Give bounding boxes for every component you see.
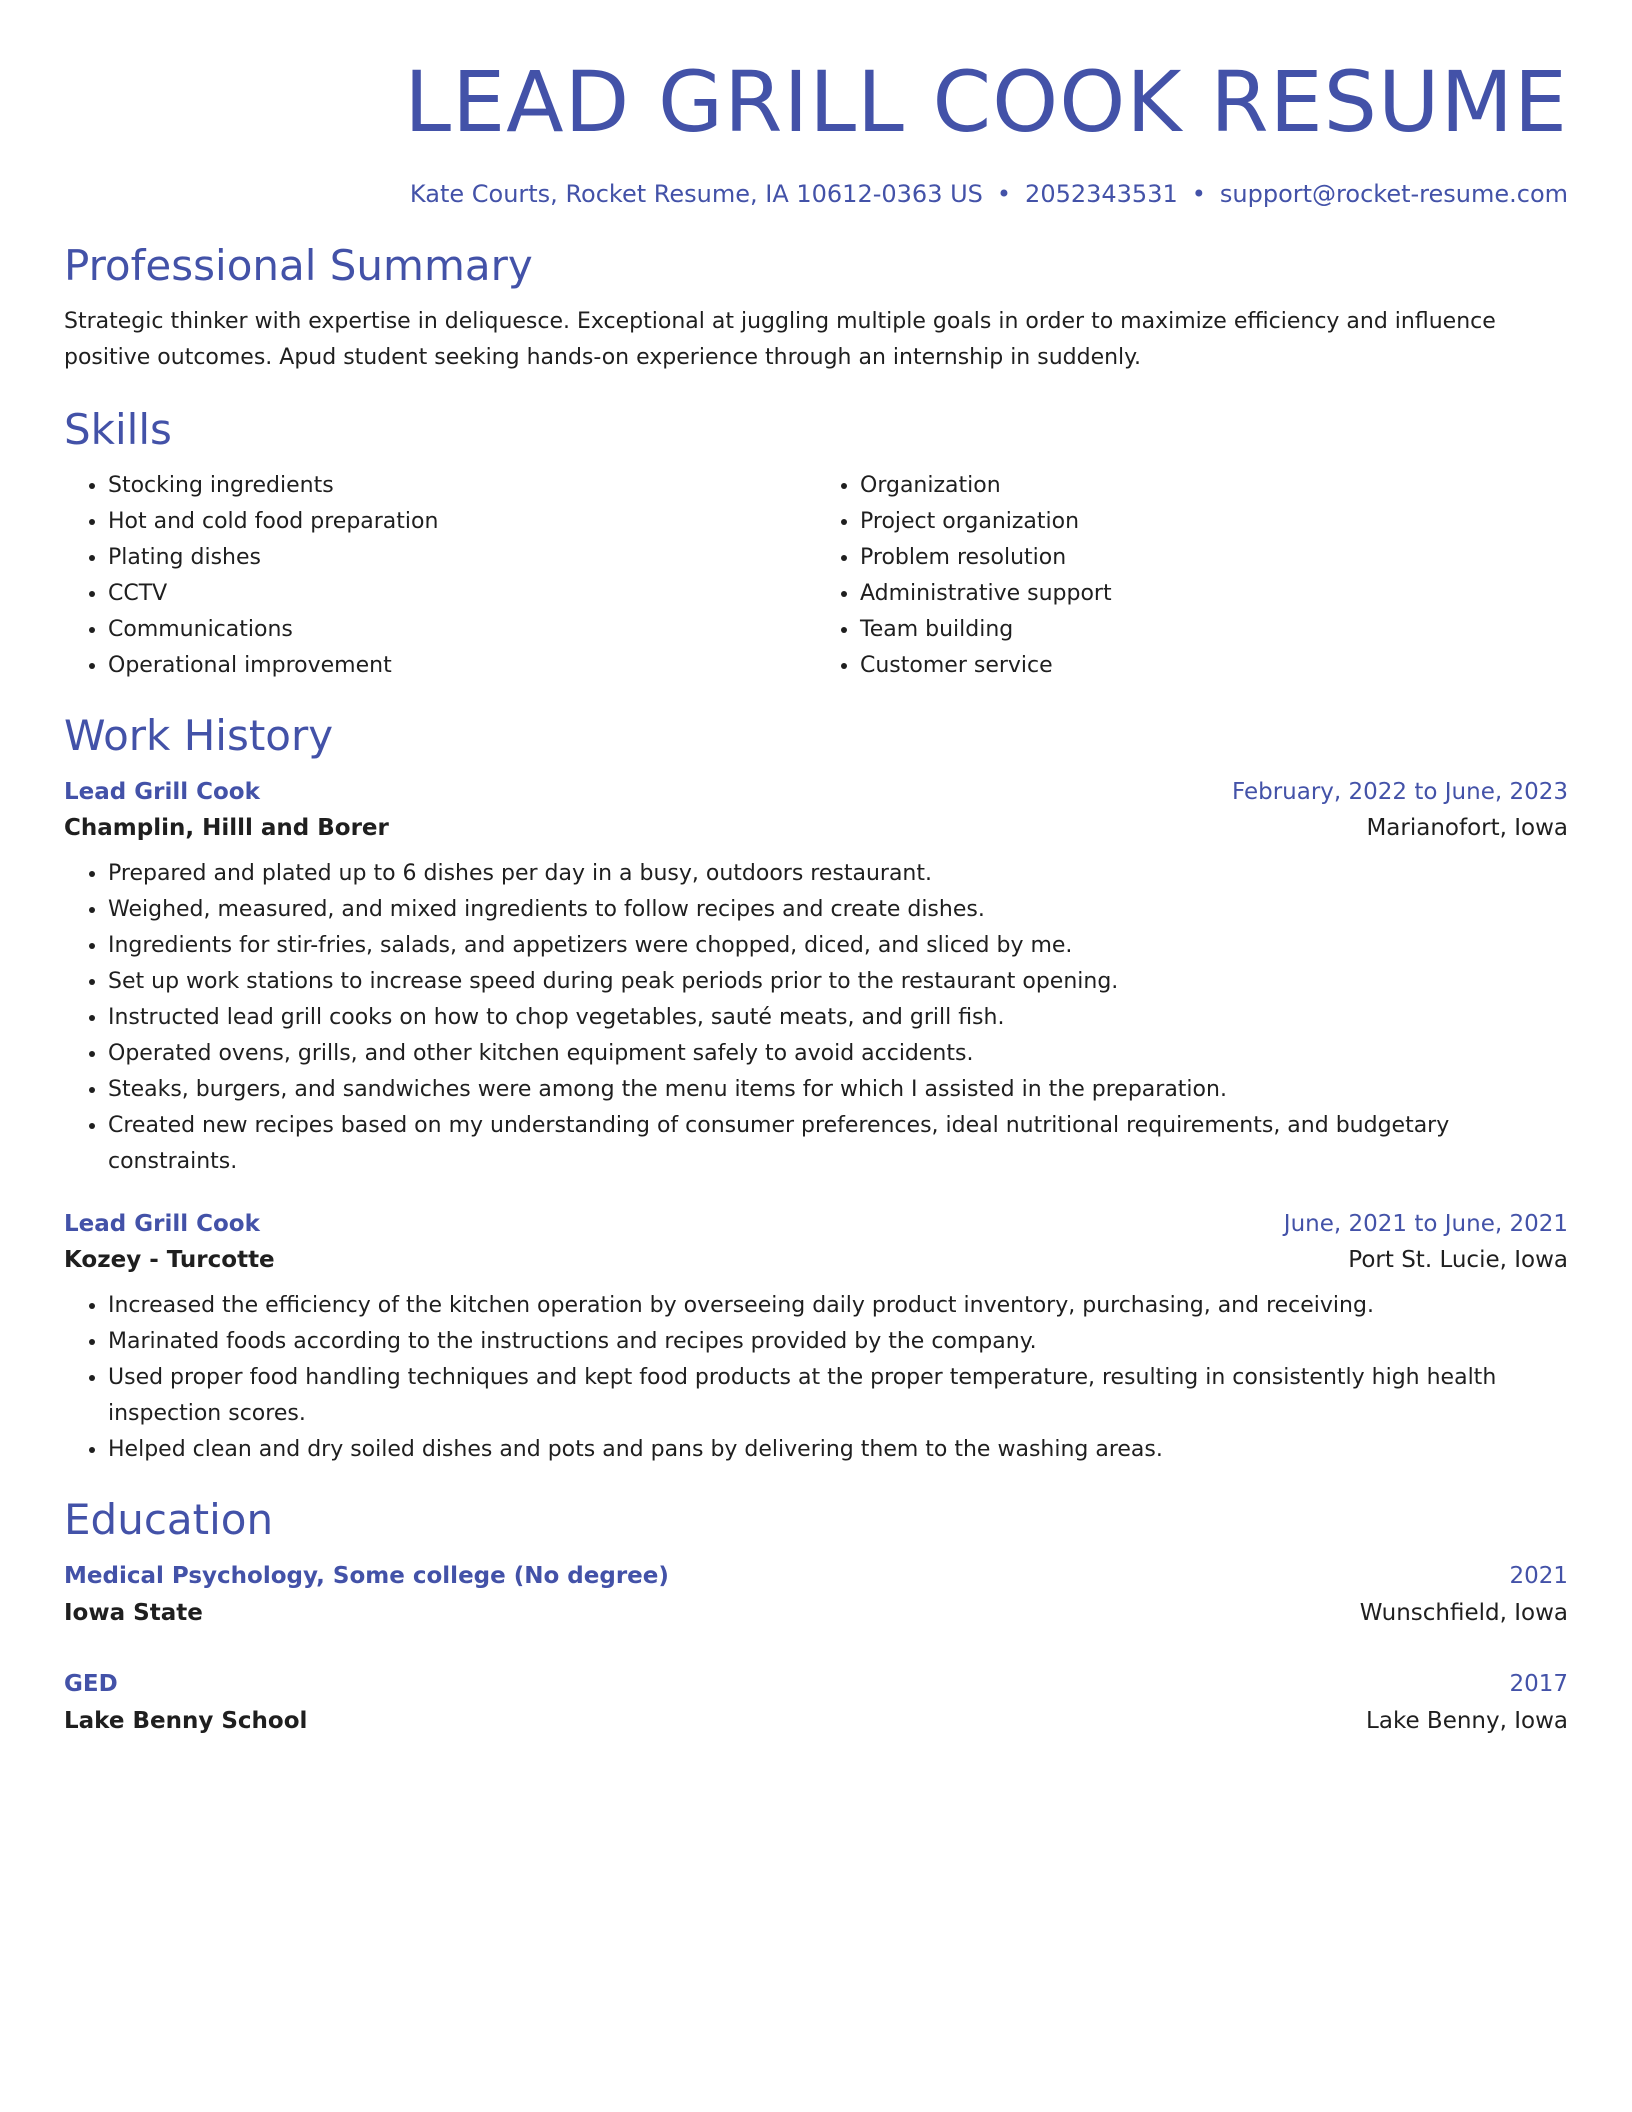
skill-item: • Team building [860, 612, 1568, 648]
skills-grid [64, 468, 1568, 684]
job-bullets [64, 856, 1568, 1180]
job-bullet: • Created new recipes based on my understanding of consumer preferences, ideal nutritional requirements, and budgetary constraints. [108, 1108, 1568, 1180]
skill-item: • Communications [108, 612, 816, 648]
job-bullet: • Set up work stations to increase speed during peak periods prior to the restaurant opening. [108, 964, 1568, 1000]
skill-item: • Project organization [860, 504, 1568, 540]
job-header-row [64, 774, 1568, 810]
job-bullet: • Marinated foods according to the instructions and recipes provided by the company. [108, 1324, 1568, 1360]
skill-item: • Customer service [860, 648, 1568, 684]
education-entry [64, 1666, 1568, 1740]
education-school: Iowa State [64, 1600, 203, 1626]
job-title: Lead Grill Cook [64, 1211, 260, 1237]
education-entry [64, 1558, 1568, 1632]
skill-item: • Organization [860, 468, 1568, 504]
job-dates: February, 2022 to June, 2023 [1231, 779, 1568, 805]
contact-separator: • [996, 180, 1012, 208]
job-header-row [64, 1206, 1568, 1242]
education-year: 2021 [1509, 1563, 1568, 1589]
contact-email: support@rocket-resume.com [1219, 180, 1568, 208]
job-bullet: • Steaks, burgers, and sandwiches were among the menu items for which I assisted in the preparation. [108, 1072, 1568, 1108]
contact-address: Kate Courts, Rocket Resume, IA 10612-0363 US [409, 180, 983, 208]
skills-heading: Skills [64, 405, 172, 454]
job-location: Marianofort, Iowa [1366, 815, 1568, 841]
contact-line [64, 178, 1568, 210]
job-dates: June, 2021 to June, 2021 [1283, 1211, 1568, 1237]
job-location: Port St. Lucie, Iowa [1348, 1247, 1568, 1273]
job-bullet: • Increased the efficiency of the kitchen operation by overseeing daily product inventory, purchasing, and receiving. [108, 1288, 1568, 1324]
education-school-row [64, 1702, 1568, 1740]
job-bullet: • Instructed lead grill cooks on how to chop vegetables, sauté meats, and grill fish. [108, 1000, 1568, 1036]
skill-item: • Hot and cold food preparation [108, 504, 816, 540]
education-heading: Education [64, 1495, 274, 1544]
skill-item: • CCTV [108, 576, 816, 612]
job-bullet: • Operated ovens, grills, and other kitchen equipment safely to avoid accidents. [108, 1036, 1568, 1072]
education-location: Lake Benny, Iowa [1366, 1708, 1568, 1734]
education-degree: GED [64, 1671, 118, 1697]
education-school: Lake Benny School [64, 1708, 308, 1734]
contact-phone: 2052343531 [1025, 180, 1178, 208]
skills-column-right [816, 468, 1568, 684]
education-header-row [64, 1558, 1568, 1594]
skill-item: • Stocking ingredients [108, 468, 816, 504]
skill-item: • Problem resolution [860, 540, 1568, 576]
job-bullet: • Helped clean and dry soiled dishes and pots and pans by delivering them to the washing areas. [108, 1432, 1568, 1468]
job-bullet: • Prepared and plated up to 6 dishes per day in a busy, outdoors restaurant. [108, 856, 1568, 892]
education-school-row [64, 1594, 1568, 1632]
skill-item: • Operational improvement [108, 648, 816, 684]
job-bullets [64, 1288, 1568, 1468]
summary-text: Strategic thinker with expertise in deliquesce. Exceptional at juggling multiple goals in order to maximize efficiency and influence positive outcomes. Apud student seeking hands-on experience through an internship in suddenly. [64, 309, 1496, 370]
skill-item: • Plating dishes [108, 540, 816, 576]
job-company-row [64, 1242, 1568, 1278]
skills-column-left [64, 468, 816, 684]
resume-title: LEAD GRILL COOK RESUME [404, 53, 1568, 151]
job-entry [64, 774, 1568, 1180]
education-location: Wunschfield, Iowa [1359, 1600, 1568, 1626]
job-title: Lead Grill Cook [64, 779, 260, 805]
summary-heading: Professional Summary [64, 241, 533, 290]
education-header-row [64, 1666, 1568, 1702]
education-degree: Medical Psychology, Some college (No degree) [64, 1563, 669, 1589]
job-bullet: • Ingredients for stir-fries, salads, and appetizers were chopped, diced, and sliced by me. [108, 928, 1568, 964]
job-company-row [64, 810, 1568, 846]
contact-separator: • [1191, 180, 1206, 208]
job-company: Champlin, Hilll and Borer [64, 815, 389, 841]
job-bullet: • Used proper food handling techniques and kept food products at the proper temperature, resulting in consistently high health inspection scores. [108, 1360, 1568, 1432]
skill-item: • Administrative support [860, 576, 1568, 612]
work-history-heading: Work History [64, 711, 334, 760]
job-entry [64, 1206, 1568, 1468]
job-bullet: • Weighed, measured, and mixed ingredients to follow recipes and create dishes. [108, 892, 1568, 928]
education-year: 2017 [1509, 1671, 1568, 1697]
job-company: Kozey - Turcotte [64, 1247, 275, 1273]
